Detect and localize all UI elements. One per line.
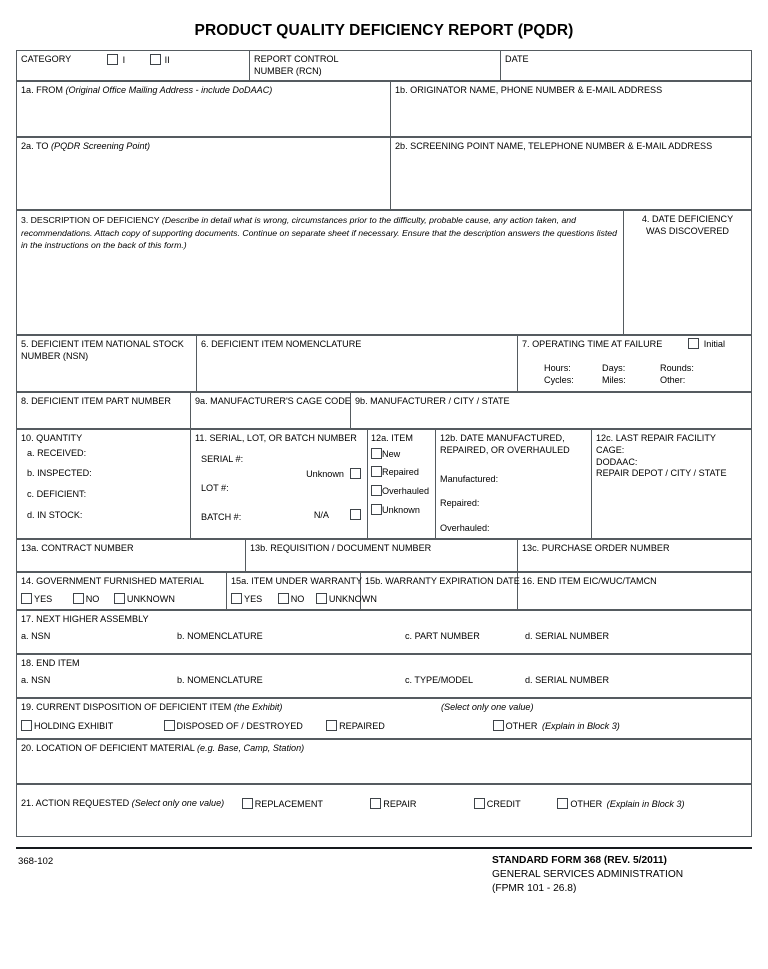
block-14-label: 14. GOVERNMENT FURNISHED MATERIAL <box>21 576 205 587</box>
block-19-label: 19. CURRENT DISPOSITION OF DEFICIENT ITEM <box>21 701 234 712</box>
block-2a-to-cell[interactable] <box>17 138 391 210</box>
block-4-label-line1: 4. DATE DEFICIENCY <box>641 214 734 224</box>
block-21-replacement-checkbox-group[interactable] <box>242 798 368 811</box>
block-13c-purchase-order-cell[interactable] <box>518 540 752 572</box>
block-21-credit-checkbox-group[interactable] <box>474 798 555 811</box>
block-14-unknown-label: UNKNOWN <box>126 593 175 604</box>
footer-standard-form-info <box>492 854 752 897</box>
block-19-disposition-cell[interactable] <box>17 698 752 738</box>
block-12c-dodaac-label: DODAAC: <box>596 456 638 467</box>
block-11-unknown-checkbox-group[interactable] <box>306 468 361 481</box>
block-12b-manufactured-label: Manufactured: <box>440 473 499 484</box>
block-13a-contract-number-cell[interactable] <box>17 540 246 572</box>
block-11-na-checkbox-group[interactable] <box>314 509 361 522</box>
block-21-opt1-label: REPLACEMENT <box>254 798 323 809</box>
checkbox-icon[interactable] <box>326 720 337 731</box>
block-14-unknown-checkbox-group[interactable] <box>114 593 175 606</box>
block-12c-label: 12c. LAST REPAIR FACILITY <box>596 433 716 443</box>
block-12a-repaired-label: Repaired <box>382 467 419 478</box>
block-12b-dates-cell[interactable] <box>436 430 592 539</box>
block-12a-unknown-label: Unknown <box>382 504 420 515</box>
block-15a-yes-label: YES <box>244 593 263 604</box>
block-12c-last-repair-facility-cell[interactable] <box>592 430 752 539</box>
block19-table <box>16 698 752 739</box>
block-8-label: 8. DEFICIENT ITEM PART NUMBER <box>21 396 171 406</box>
block-6-label: 6. DEFICIENT ITEM NOMENCLATURE <box>201 339 362 349</box>
block-12b-label-line2: REPAIRED, OR OVERHAULED <box>440 444 570 455</box>
block-12c-cage-label: CAGE: <box>596 444 625 455</box>
block-12b-repaired-label: Repaired: <box>440 498 480 509</box>
block-12a-item-cell[interactable] <box>368 430 436 539</box>
block-11-serial-lot-batch-cell[interactable] <box>191 430 368 539</box>
date-cell[interactable] <box>501 51 752 81</box>
block-13a-label: 13a. CONTRACT NUMBER <box>21 543 134 554</box>
checkbox-icon[interactable] <box>164 720 175 731</box>
block-1a-from-cell[interactable] <box>17 82 391 137</box>
block-17b-nomenclature-label: b. NOMENCLATURE <box>177 631 263 642</box>
block-15b-label: 15b. WARRANTY EXPIRATION DATE <box>365 576 520 587</box>
checkbox-icon[interactable] <box>242 798 253 809</box>
block-15a-no-label: NO <box>290 593 305 604</box>
block21-table <box>16 784 752 837</box>
block-15a-yes-checkbox-group[interactable] <box>231 593 262 606</box>
page-title: PRODUCT QUALITY DEFICIENCY REPORT (PQDR) <box>194 22 574 39</box>
block-12a-label: 12a. ITEM <box>371 433 413 443</box>
block1-table <box>16 81 752 137</box>
block-19-opt2-label: DISPOSED OF / DESTROYED <box>176 721 303 732</box>
checkbox-icon[interactable] <box>474 798 485 809</box>
checkbox-icon[interactable] <box>370 798 381 809</box>
checkbox-icon[interactable] <box>371 485 382 496</box>
block-1a-label-italic: (Original Office Mailing Address - include DoDAAC) <box>65 85 273 95</box>
block-20-label: 20. LOCATION OF DEFICIENT MATERIAL <box>21 742 198 753</box>
block-7-operating-time-cell[interactable] <box>518 336 752 392</box>
block-12a-new-label: New <box>382 448 401 459</box>
footer-form-number: STANDARD FORM 368 (REV. 5/2011) <box>492 854 667 866</box>
block-7-other-label: Other: <box>660 375 686 385</box>
block-19-label-italic: (the Exhibit) <box>233 701 283 712</box>
block-21-opt3-label: CREDIT <box>486 798 521 809</box>
block-14-yes-label: YES <box>34 593 53 604</box>
block-10d-in-stock-label: d. IN STOCK: <box>27 509 83 520</box>
form-footer <box>16 847 752 897</box>
block-21-opt2-label: REPAIR <box>383 798 417 809</box>
block-17c-part-number-label: c. PART NUMBER <box>405 631 480 642</box>
block-4-date-discovered-cell[interactable] <box>624 211 752 335</box>
block-16-label: 16. END ITEM EIC/WUC/TAMCN <box>522 576 657 587</box>
footer-agency: GENERAL SERVICES ADMINISTRATION <box>492 868 684 880</box>
block-3-label-italic: (Describe in detail what is wrong, circumstances prior to the difficulty, probable cause, any action taken, and recommendations. Attach copy of supporting documents. Continue on separate sheet if necessary. Ensure that the description answers the questions listed in the instructions on the back of this form.) <box>21 215 617 251</box>
footer-fpmr: (FPMR 101 - 26.8) <box>492 883 577 895</box>
checkbox-icon[interactable] <box>150 54 161 65</box>
block-7-cycles-label: Cycles: <box>544 375 574 385</box>
category-cell <box>17 51 250 81</box>
block-19-opt3-label: REPAIRED <box>339 721 385 732</box>
block-10-quantity-cell[interactable] <box>17 430 191 539</box>
block-17a-nsn-label: a. NSN <box>21 631 51 642</box>
block-15a-no-checkbox-group[interactable] <box>278 593 305 606</box>
block-17d-serial-number-label: d. SERIAL NUMBER <box>525 631 610 642</box>
block-13b-label: 13b. REQUISITION / DOCUMENT NUMBER <box>250 543 432 554</box>
block-19-repaired-checkbox-group[interactable] <box>326 720 490 733</box>
block-21-opt4-label: OTHER <box>570 798 605 809</box>
block-5-label-line2: NUMBER (NSN) <box>21 350 89 361</box>
checkbox-icon[interactable] <box>316 593 327 604</box>
rcn-cell[interactable] <box>250 51 501 81</box>
block-18-label: 18. END ITEM <box>21 657 80 668</box>
block-10-label: 10. QUANTITY <box>21 433 83 443</box>
block-12a-overhauled-label: Overhauled <box>382 486 430 497</box>
block-19-select-note: (Select only one value) <box>441 701 534 712</box>
block-12a-new-checkbox-group[interactable] <box>371 445 432 461</box>
block-15a-warranty-cell[interactable] <box>227 573 377 609</box>
block-21-label-italic: (Select only one value) <box>131 797 225 808</box>
block-7-label: 7. OPERATING TIME AT FAILURE <box>522 339 663 349</box>
block-1b-label: 1b. ORIGINATOR NAME, PHONE NUMBER & E-MAIL ADDRESS <box>395 85 663 95</box>
block-12b-overhauled-label: Overhauled: <box>440 523 490 534</box>
checkbox-icon[interactable] <box>350 468 361 479</box>
block-18b-nomenclature-label: b. NOMENCLATURE <box>177 675 263 686</box>
block-11-na-label: N/A <box>313 510 329 520</box>
block-14-no-label: NO <box>85 593 100 604</box>
block-9b-label: 9b. MANUFACTURER / CITY / STATE <box>355 396 510 406</box>
block-21-other-checkbox-group[interactable] <box>557 798 684 811</box>
rcn-label-line2: NUMBER (RCN) <box>254 65 322 76</box>
block10-12-table <box>16 429 752 539</box>
block-9a-cage-code-cell[interactable] <box>191 393 351 429</box>
block-13c-label: 13c. PURCHASE ORDER NUMBER <box>522 543 670 554</box>
category-label: CATEGORY <box>21 54 72 64</box>
block-17-label: 17. NEXT HIGHER ASSEMBLY <box>21 613 149 624</box>
block-21-opt4-italic: (Explain in Block 3) <box>606 798 685 809</box>
block-5-nsn-cell[interactable] <box>17 336 197 392</box>
block-11-label: 11. SERIAL, LOT, OR BATCH NUMBER <box>195 433 357 443</box>
checkbox-icon[interactable] <box>557 798 568 809</box>
block14-16-table <box>16 572 752 609</box>
block-11-lot-label: LOT #: <box>201 483 229 493</box>
block13-table <box>16 539 752 572</box>
footer-form-code: 368-102 <box>18 855 54 867</box>
block-6-nomenclature-cell[interactable] <box>197 336 518 392</box>
block-21-action-requested-cell[interactable] <box>17 784 752 836</box>
block-15a-label: 15a. ITEM UNDER WARRANTY <box>231 576 363 587</box>
block-10b-inspected-label: b. INSPECTED: <box>27 468 92 479</box>
block-2b-label: 2b. SCREENING POINT NAME, TELEPHONE NUMBER & E-MAIL ADDRESS <box>395 141 713 151</box>
category-row-table <box>16 50 752 81</box>
date-label: DATE <box>505 54 529 64</box>
block3-table <box>16 210 752 335</box>
block-18-end-item-cell[interactable] <box>17 654 752 697</box>
block-19-opt4-label: OTHER <box>505 721 540 732</box>
category-2-label: II <box>164 55 170 65</box>
block-11-serial-label: SERIAL #: <box>201 454 244 464</box>
block-21-repair-checkbox-group[interactable] <box>370 798 471 811</box>
checkbox-icon[interactable] <box>350 509 361 520</box>
form-sheet <box>16 0 752 897</box>
block-19-other-checkbox-group[interactable] <box>493 720 620 733</box>
block-10c-deficient-label: c. DEFICIENT: <box>27 488 87 499</box>
block-1a-label: 1a. FROM <box>21 85 66 95</box>
block-18d-serial-number-label: d. SERIAL NUMBER <box>525 675 610 686</box>
block-15a-unknown-checkbox-group[interactable] <box>316 593 377 606</box>
block-19-opt1-label: HOLDING EXHIBIT <box>34 721 114 732</box>
checkbox-icon[interactable] <box>107 54 118 65</box>
block-18a-nsn-label: a. NSN <box>21 675 51 686</box>
block-20-label-italic: (e.g. Base, Camp, Station) <box>197 742 305 753</box>
block-10a-received-label: a. RECEIVED: <box>27 447 87 458</box>
block8-9-table <box>16 392 752 429</box>
checkbox-icon[interactable] <box>371 504 382 515</box>
block-11-unknown-label: Unknown <box>306 469 344 479</box>
block-12a-overhauled-checkbox-group[interactable] <box>371 479 432 498</box>
block5-7-table <box>16 335 752 392</box>
block-7-miles-label: Miles: <box>602 375 626 385</box>
category-1-checkbox-group[interactable] <box>107 54 126 67</box>
checkbox-icon[interactable] <box>688 338 699 349</box>
block-16-end-item-eic-cell[interactable] <box>518 573 752 609</box>
block-2a-label: 2a. TO <box>21 141 51 151</box>
block-13b-requisition-number-cell[interactable] <box>246 540 518 572</box>
block-14-no-checkbox-group[interactable] <box>73 593 100 606</box>
block-7-initial-label: Initial <box>703 339 725 349</box>
checkbox-icon[interactable] <box>73 593 84 604</box>
block-18c-type-model-label: c. TYPE/MODEL <box>405 675 474 686</box>
block20-table <box>16 739 752 784</box>
rcn-label-line1: REPORT CONTROL <box>254 54 339 64</box>
block-12b-label-line1: 12b. DATE MANUFACTURED, <box>440 433 565 443</box>
block-7-rounds-label: Rounds: <box>660 363 694 373</box>
category-2-checkbox-group[interactable] <box>150 54 170 67</box>
block-3-description-cell[interactable] <box>17 211 624 335</box>
block-3-label: 3. DESCRIPTION OF DEFICIENCY <box>21 215 162 225</box>
checkbox-icon[interactable] <box>21 720 32 731</box>
block-15a-unknown-label: UNKNOWN <box>328 593 377 604</box>
block-19-opt4-italic: (Explain in Block 3) <box>541 721 620 732</box>
block-19-disposed-checkbox-group[interactable] <box>164 720 324 733</box>
block-2a-label-italic: (PQDR Screening Point) <box>51 141 151 151</box>
checkbox-icon[interactable] <box>493 720 504 731</box>
block-21-label: 21. ACTION REQUESTED <box>21 797 132 808</box>
block-17-next-higher-assembly-cell[interactable] <box>17 610 752 653</box>
block-20-location-cell[interactable] <box>17 739 752 783</box>
block-11-batch-label: BATCH #: <box>201 512 242 522</box>
checkbox-icon[interactable] <box>371 448 382 459</box>
block-15b-expiration-date-cell[interactable] <box>361 573 518 609</box>
block-9b-manufacturer-cell[interactable] <box>351 393 752 429</box>
block2-table <box>16 137 752 210</box>
block-12a-unknown-checkbox-group[interactable] <box>371 498 432 517</box>
block18-table <box>16 654 752 698</box>
block-5-label-line1: 5. DEFICIENT ITEM NATIONAL STOCK <box>21 339 184 349</box>
checkbox-icon[interactable] <box>21 593 32 604</box>
checkbox-icon[interactable] <box>278 593 289 604</box>
block-7-hours-label: Hours: <box>544 363 571 373</box>
category-1-label: I <box>122 55 126 65</box>
checkbox-icon[interactable] <box>231 593 242 604</box>
block-12c-depot-label: REPAIR DEPOT / CITY / STATE <box>596 468 727 479</box>
block-9a-label: 9a. MANUFACTURER'S CAGE CODE <box>195 396 351 406</box>
block-2b-screening-point-cell[interactable] <box>391 138 752 210</box>
block-4-label-line2: WAS DISCOVERED <box>645 225 730 236</box>
block-14-gfm-cell[interactable] <box>17 573 227 609</box>
block17-table <box>16 610 752 654</box>
block-8-part-number-cell[interactable] <box>17 393 191 429</box>
block-7-days-label: Days: <box>602 363 626 373</box>
block-19-holding-exhibit-checkbox-group[interactable] <box>21 720 161 733</box>
block-1b-originator-cell[interactable] <box>391 82 752 137</box>
checkbox-icon[interactable] <box>114 593 125 604</box>
block-7-initial-checkbox-group[interactable] <box>688 338 725 351</box>
checkbox-icon[interactable] <box>371 466 382 477</box>
block-14-yes-checkbox-group[interactable] <box>21 593 52 606</box>
block-12a-repaired-checkbox-group[interactable] <box>371 460 432 479</box>
